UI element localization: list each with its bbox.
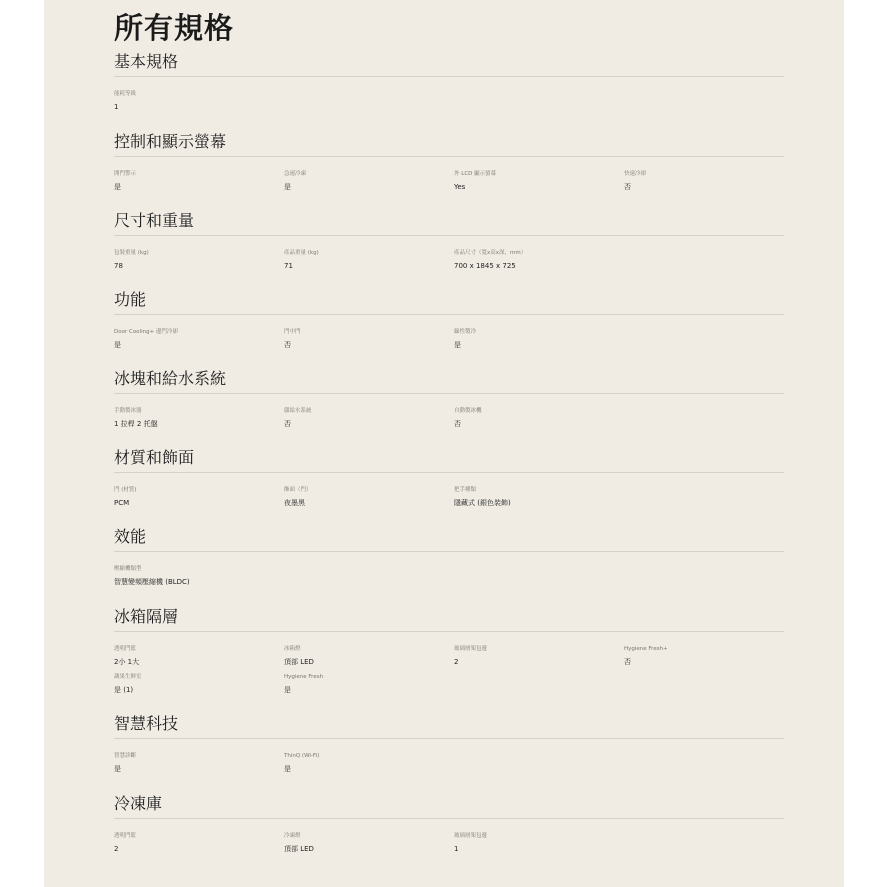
spec-item [284,645,449,667]
spec-value: 2小 1大 [114,658,140,666]
spec-item [454,249,619,271]
section-title: 尺寸和重量 [114,211,195,230]
spec-item [284,673,449,695]
spec-value: 是 [284,183,291,191]
spec-label: 外 LCD 顯示螢幕 [454,171,497,177]
spec-label: 門中門 [284,329,301,335]
spec-label: ThinQ (Wi-Fi) [284,753,320,759]
spec-item [284,752,449,774]
spec-section [114,607,784,694]
section-divider [114,631,784,632]
spec-section [114,211,784,270]
spec-value: 否 [454,420,461,428]
spec-item [114,249,279,271]
section-divider [114,551,784,552]
section-divider [114,393,784,394]
section-title: 冷凍庫 [114,794,163,813]
spec-label: Hygiene Fresh+ [624,646,668,652]
spec-item [114,565,279,587]
spec-item [114,328,279,350]
section-title: 功能 [114,290,147,309]
section-divider [114,472,784,473]
spec-value: 是 [284,765,291,773]
spec-item [624,170,789,192]
spec-value: Yes [454,183,466,191]
spec-item [284,832,449,854]
spec-value: 700 x 1845 x 725 [454,262,516,270]
spec-value: 是 [284,686,291,694]
spec-item [284,407,449,429]
spec-value: 隱藏式 (銀色裝飾) [454,499,511,507]
spec-label: 飾面（門） [284,487,312,493]
spec-item [284,170,449,192]
spec-section [114,794,784,853]
section-divider [114,314,784,315]
spec-value: 1 拉桿 2 托盤 [114,420,158,428]
spec-item [114,170,279,192]
spec-item [114,645,279,667]
spec-value: 2 [454,658,459,666]
spec-label: 冰箱燈 [284,646,301,652]
spec-label: 透明門籃 [114,833,137,839]
spec-value: 是 [114,341,121,349]
section-title: 冰箱隔層 [114,607,179,626]
spec-item [114,832,279,854]
section-divider [114,818,784,819]
spec-section [114,527,784,586]
spec-label: 開門警示 [114,171,137,177]
spec-section [114,448,784,507]
spec-value: 是 [114,183,121,191]
spec-section [114,132,784,191]
spec-item [114,752,279,774]
spec-item [114,90,279,112]
spec-section [114,290,784,349]
spec-value: 否 [624,183,631,191]
spec-item [454,328,619,350]
spec-value: 71 [284,262,293,270]
spec-item [454,170,619,192]
spec-item [284,249,449,271]
section-title: 基本規格 [114,52,179,71]
spec-value: 是 [454,341,461,349]
spec-label: 門 (材質) [114,487,137,493]
spec-item [624,645,789,667]
spec-label: 玻璃層架包邊 [454,646,488,652]
spec-panel [44,0,844,887]
spec-section [114,52,784,111]
spec-label: 把手種類 [454,487,477,493]
spec-label: 線性製冷 [454,329,477,335]
spec-label: 智慧診斷 [114,753,137,759]
spec-item [114,486,279,508]
section-divider [114,235,784,236]
spec-label: 手動製冰器 [114,408,142,414]
spec-label: 產品重量 (kg) [284,250,319,256]
spec-value: PCM [114,499,130,507]
section-title: 智慧科技 [114,714,179,733]
spec-label: 自動製冰機 [454,408,482,414]
spec-label: 能耗等級 [114,91,137,97]
spec-value: 1 [454,845,459,853]
section-title: 冰塊和給水系統 [114,369,227,388]
spec-item [454,486,619,508]
section-title: 材質和飾面 [114,448,195,467]
spec-label: 急速冷凍 [284,171,307,177]
spec-value: 智慧變頻壓縮機 (BLDC) [114,578,190,586]
spec-item [114,673,279,695]
spec-label: 快速冷卻 [624,171,647,177]
spec-label: 玻璃層架包邊 [454,833,488,839]
page-title: 所有規格 [114,11,235,45]
section-divider [114,156,784,157]
spec-value: 78 [114,262,123,270]
spec-value: 夜墨黑 [284,499,305,507]
section-title: 控制和顯示螢幕 [114,132,227,151]
spec-value: 否 [624,658,631,666]
spec-label: 透明門籃 [114,646,137,652]
spec-section [114,714,784,773]
spec-item [284,328,449,350]
section-title: 效能 [114,527,147,546]
spec-section [114,369,784,428]
spec-item [454,832,619,854]
spec-value: 否 [284,341,291,349]
spec-label: 產品尺寸（寬x高x深，mm） [454,250,527,256]
spec-value: 否 [284,420,291,428]
spec-value: 2 [114,845,119,853]
spec-value: 頂部 LED [284,845,314,853]
spec-label: 壓縮機類型 [114,566,142,572]
section-divider [114,76,784,77]
spec-label: 冷凍燈 [284,833,301,839]
spec-value: 1 [114,103,119,111]
spec-value: 是 (1) [114,686,134,694]
spec-label: 儲給水系統 [284,408,312,414]
spec-item [114,407,279,429]
spec-label: Door Cooling+ 邊門冷卻 [114,329,178,335]
spec-label: Hygiene Fresh [284,674,324,680]
spec-item [284,486,449,508]
spec-value: 是 [114,765,121,773]
spec-item [454,407,619,429]
spec-label: 包裝重量 (kg) [114,250,149,256]
spec-value: 頂部 LED [284,658,314,666]
spec-label: 蔬果生鮮室 [114,674,142,680]
section-divider [114,738,784,739]
spec-item [454,645,619,667]
